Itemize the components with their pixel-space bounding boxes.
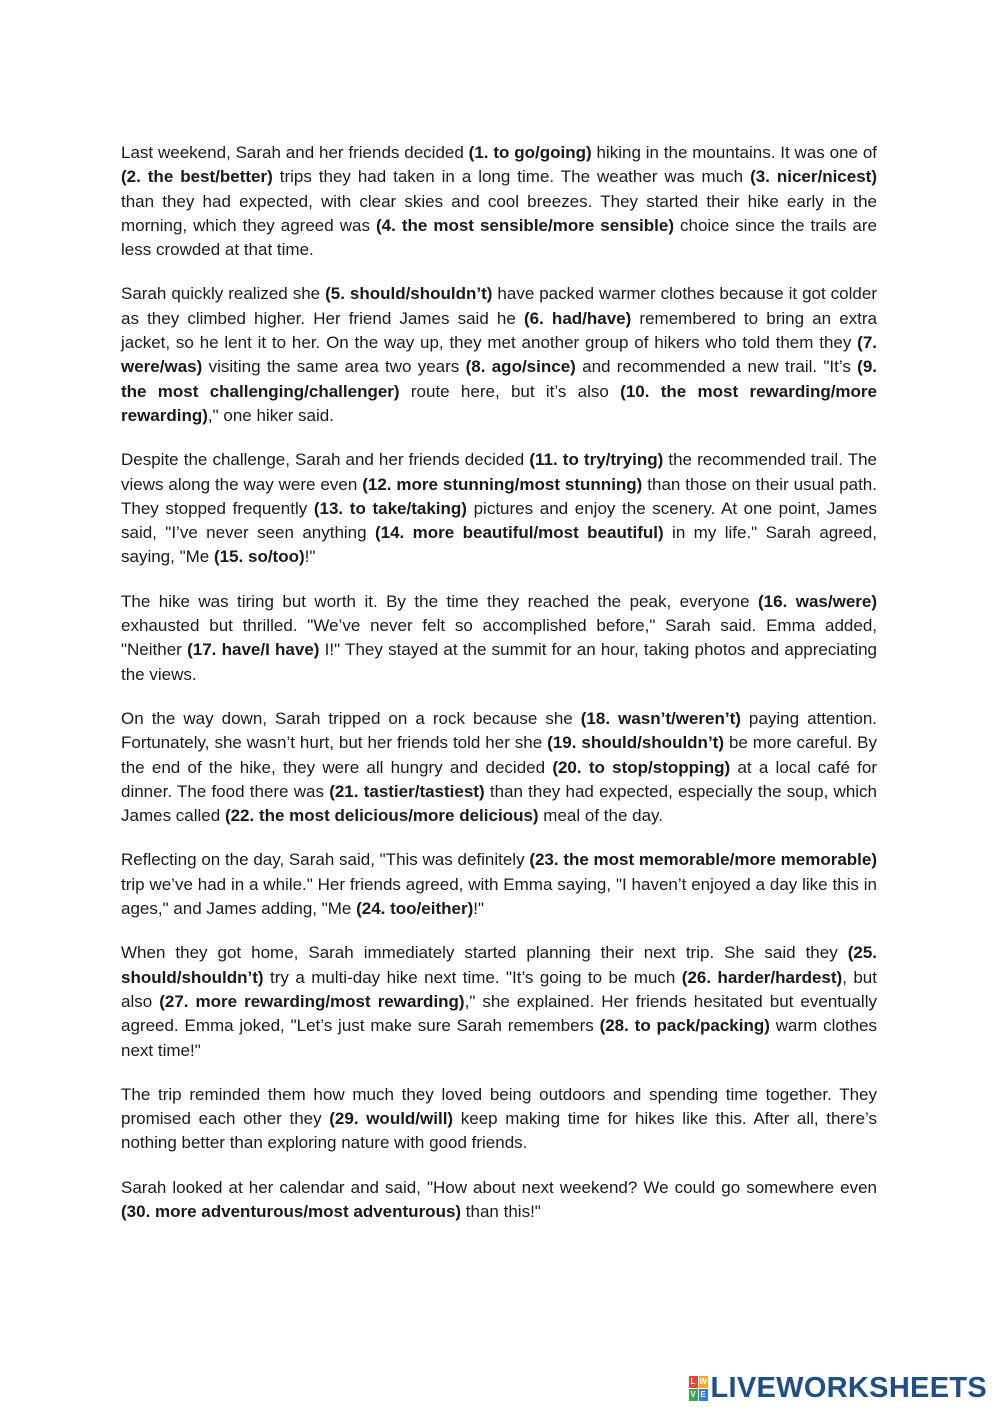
paragraph-5: [121, 707, 877, 828]
paragraph-text: than those on their usual path. They stopped frequently: [121, 474, 877, 518]
paragraph-text: trip we’ve had in a while." Her friends agreed, with Emma saying, "I haven’t enjoyed a day like this in ages," and James adding, "Me: [121, 874, 877, 919]
paragraph-1: [121, 141, 877, 262]
paragraph-text: Reflecting on the day, Sarah said, "This was definitely: [121, 850, 530, 870]
gap-options: (22. the most delicious/more delicious): [224, 806, 539, 826]
gap-options: (19. should/shouldn’t): [547, 733, 724, 753]
gap-options: (10. the most rewarding/more rewarding): [121, 381, 878, 425]
gap-options: (23. the most memorable/more memorable): [529, 850, 877, 870]
paragraph-text: paying attention. Fortunately, she wasn’t hurt, but her friends told her she: [121, 708, 878, 753]
paragraph-text: meal of the day.: [538, 806, 663, 826]
gap-options: (11. to try/trying): [529, 450, 664, 470]
paragraph-text: than they had expected, especially the soup, which James called: [121, 781, 878, 826]
paragraph-6: [121, 848, 877, 921]
gap-options: (9. the most challenging/challenger): [121, 357, 877, 401]
paragraph-text: , but also: [121, 967, 877, 1011]
paragraph-text: have packed warmer clothes because it got colder as they climbed higher. Her friend James said he: [121, 284, 877, 328]
paragraph-3: [121, 448, 877, 569]
gap-options: (6. had/have): [523, 308, 632, 328]
logo-mark-cell: E: [700, 1390, 706, 1399]
paragraph-text: at a local café for dinner. The food there was: [121, 757, 877, 801]
paragraph-text: ," one hiker said.: [207, 405, 334, 425]
paragraph-2: [121, 282, 877, 428]
paragraph-text: keep making time for hikes like this. After all, there’s nothing better than exploring nature with good friends.: [121, 1109, 877, 1153]
paragraph-text: !": [473, 899, 484, 919]
gap-options: (24. too/either): [356, 899, 474, 919]
logo-mark-cell: W: [699, 1377, 707, 1386]
gap-options: (18. wasn’t/weren’t): [580, 708, 741, 728]
paragraph-text: warm clothes next time!": [121, 1016, 877, 1060]
paragraph-text: route here, but it’s also: [399, 381, 621, 401]
gap-options: (13. to take/taking): [313, 498, 467, 518]
logo-mark-cell: L: [689, 1376, 698, 1388]
paragraph-8: [121, 1083, 877, 1156]
paragraph-text: Despite the challenge, Sarah and her friends decided: [121, 450, 530, 470]
paragraph-4: [121, 590, 877, 687]
gap-options: (25. should/shouldn’t): [121, 943, 877, 987]
gap-options: (26. harder/hardest): [681, 967, 843, 987]
paragraph-text: choice since the trails are less crowded at that time.: [121, 215, 877, 260]
gap-options: (30. more adventurous/most adventurous): [121, 1201, 462, 1221]
paragraph-text: be more careful. By the end of the hike, they were all hungry and decided: [121, 733, 877, 777]
paragraph-9: [121, 1176, 877, 1225]
gap-options: (28. to pack/packing): [599, 1016, 770, 1036]
gap-options: (7. were/was): [121, 333, 877, 377]
paragraph-text: than this!": [461, 1201, 541, 1221]
paragraph-text: in my life." Sarah agreed, saying, "Me: [121, 523, 877, 567]
paragraph-text: trips they had taken in a long time. The weather was much: [272, 167, 751, 187]
liveworksheets-logo: [689, 1372, 988, 1405]
paragraph-text: The trip reminded them how much they loved being outdoors and spending time together. They promised each other they: [121, 1084, 877, 1129]
gap-options: (4. the most sensible/more sensible): [375, 215, 674, 235]
gap-options: (3. nicer/nicest): [750, 167, 877, 187]
gap-options: (16. was/were): [758, 591, 878, 611]
gap-options: (5. should/shouldn’t): [325, 284, 493, 304]
paragraph-text: try a multi-day hike next time. "It’s going to be much: [263, 967, 682, 987]
logo-mark-cell: V: [690, 1390, 696, 1399]
paragraph-text: When they got home, Sarah immediately started planning their next trip. She said they: [121, 943, 848, 963]
paragraph-text: ," she explained. Her friends hesitated but eventually agreed. Emma joked, "Let’s just make sure Sarah remembers: [121, 991, 877, 1036]
paragraph-text: exhausted but thrilled. "We’ve never felt so accomplished before," Sarah said. Emma added, "Neither: [121, 616, 877, 660]
paragraph-text: The hike was tiring but worth it. By the time they reached the peak, everyone: [121, 591, 758, 611]
gap-options: (20. to stop/stopping): [552, 757, 731, 777]
paragraph-text: Sarah quickly realized she: [121, 284, 326, 304]
gap-options: (1. to go/going): [468, 143, 592, 162]
paragraph-text: I!" They stayed at the summit for an hour, taking photos and appreciating the views.: [121, 640, 878, 684]
liveworksheets-logo-icon: [689, 1376, 708, 1401]
paragraph-text: On the way down, Sarah tripped on a rock because she: [121, 708, 581, 728]
paragraph-text: pictures and enjoy the scenery. At one point, James said, "I’ve never seen anything: [121, 498, 877, 543]
paragraph-text: Sarah looked at her calendar and said, "How about next weekend? We could go somewhere even: [121, 1177, 877, 1197]
paragraph-text: hiking in the mountains. It was one of: [591, 143, 878, 162]
gap-options: (29. would/will): [329, 1109, 454, 1129]
gap-options: (14. more beautiful/most beautiful): [374, 523, 664, 543]
paragraph-7: [121, 941, 877, 1062]
paragraph-text: and recommended a new trail. "It’s: [575, 357, 858, 377]
gap-options: (12. more stunning/most stunning): [362, 474, 643, 494]
gap-options: (17. have/I have): [187, 640, 320, 660]
gap-options: (2. the best/better): [121, 167, 273, 187]
paragraph-text: remembered to bring an extra jacket, so he lent it to her. On the way up, they met another group of hikers who told them they: [121, 308, 877, 353]
gap-options: (21. tastier/tastiest): [329, 781, 485, 801]
gap-options: (8. ago/since): [465, 357, 576, 377]
worksheet-body: [121, 141, 877, 1244]
gap-options: (27. more rewarding/most rewarding): [159, 991, 465, 1011]
paragraph-text: !": [304, 547, 316, 567]
paragraph-text: visiting the same area two years: [202, 357, 466, 377]
paragraph-text: Last weekend, Sarah and her friends decided: [121, 143, 469, 162]
paragraph-text: the recommended trail. The views along the way were even: [121, 450, 878, 494]
paragraph-text: than they had expected, with clear skies and cool breezes. They started their hike early in the morning, which they agreed was: [121, 191, 877, 235]
gap-options: (15. so/too): [213, 547, 305, 567]
logo-text: LIVEWORKSHEETS: [710, 1372, 987, 1404]
